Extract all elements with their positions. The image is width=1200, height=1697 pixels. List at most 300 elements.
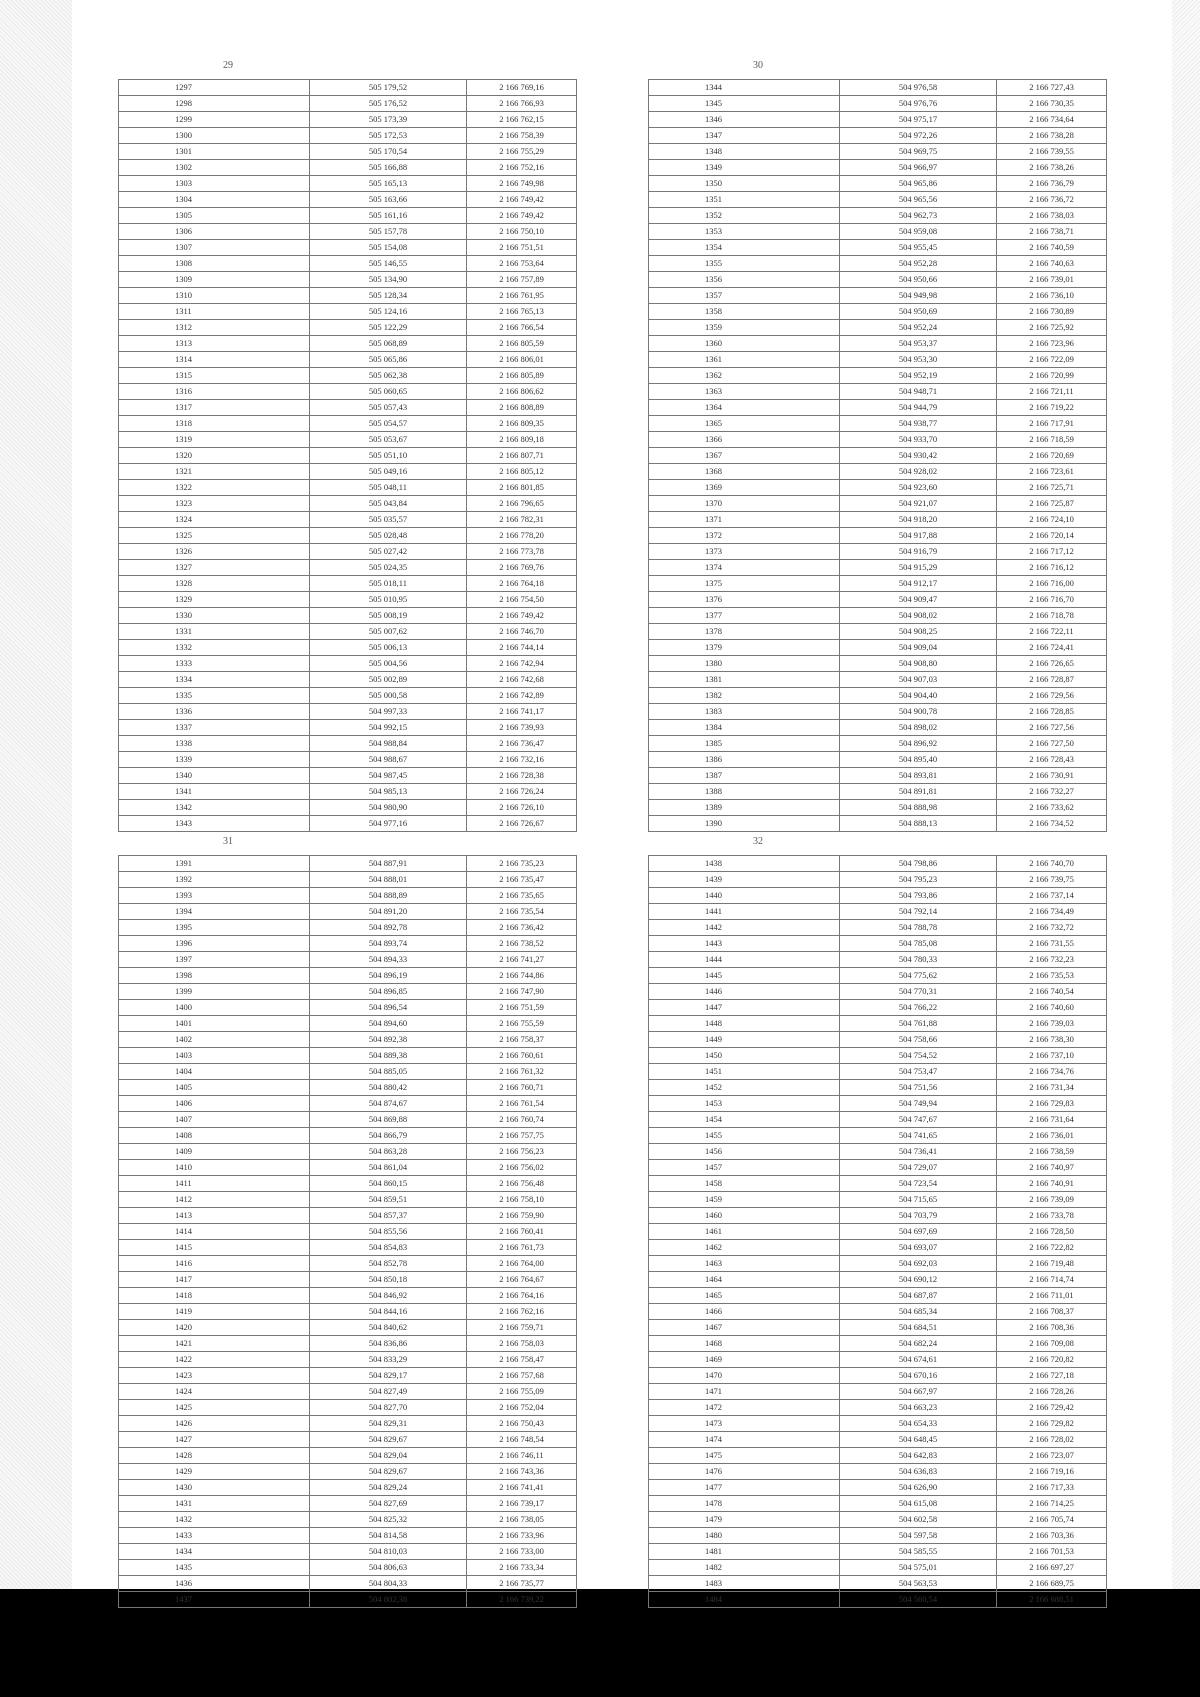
point-number-cell: 1340: [119, 768, 310, 784]
point-number-cell: 1398: [119, 968, 310, 984]
table-row: [649, 920, 1107, 936]
point-number-cell: 1409: [119, 1144, 310, 1160]
table-row: [119, 1416, 577, 1432]
coord-y-cell: 2 166 734,52: [997, 816, 1107, 832]
table-row: [649, 96, 1107, 112]
point-number-cell: 1301: [119, 144, 310, 160]
coord-y-cell: 2 166 725,71: [997, 480, 1107, 496]
coord-x-cell: 505 010,95: [310, 592, 467, 608]
point-number-cell: 1328: [119, 576, 310, 592]
point-number-cell: 1467: [649, 1320, 840, 1336]
point-number-cell: 1431: [119, 1496, 310, 1512]
table-row: [119, 128, 577, 144]
coord-x-cell: 504 894,60: [310, 1016, 467, 1032]
coord-x-cell: 504 889,38: [310, 1048, 467, 1064]
page-number: 30: [753, 60, 763, 71]
coord-y-cell: 2 166 740,63: [997, 256, 1107, 272]
coord-x-cell: 504 775,62: [840, 968, 997, 984]
coord-x-cell: 504 988,84: [310, 736, 467, 752]
coord-x-cell: 505 004,56: [310, 656, 467, 672]
point-number-cell: 1448: [649, 1016, 840, 1032]
coord-x-cell: 504 896,54: [310, 1000, 467, 1016]
coord-y-cell: 2 166 708,37: [997, 1304, 1107, 1320]
coord-y-cell: 2 166 760,71: [467, 1080, 577, 1096]
point-number-cell: 1449: [649, 1032, 840, 1048]
table-row: [119, 984, 577, 1000]
coord-y-cell: 2 166 726,10: [467, 800, 577, 816]
table-row: [649, 240, 1107, 256]
table-row: [649, 936, 1107, 952]
coord-y-cell: 2 166 758,37: [467, 1032, 577, 1048]
coord-y-cell: 2 166 725,87: [997, 496, 1107, 512]
table-row: [649, 640, 1107, 656]
coord-x-cell: 505 028,48: [310, 528, 467, 544]
coord-x-cell: 505 054,57: [310, 416, 467, 432]
coord-x-cell: 504 869,88: [310, 1112, 467, 1128]
point-number-cell: 1349: [649, 160, 840, 176]
coord-x-cell: 504 850,18: [310, 1272, 467, 1288]
coord-x-cell: 505 008,19: [310, 608, 467, 624]
coord-y-cell: 2 166 739,55: [997, 144, 1107, 160]
coord-y-cell: 2 166 740,59: [997, 240, 1107, 256]
table-row: [119, 1224, 577, 1240]
point-number-cell: 1368: [649, 464, 840, 480]
coord-x-cell: 504 761,88: [840, 1016, 997, 1032]
coord-y-cell: 2 166 739,93: [467, 720, 577, 736]
point-number-cell: 1360: [649, 336, 840, 352]
coord-x-cell: 504 896,85: [310, 984, 467, 1000]
coord-y-cell: 2 166 751,51: [467, 240, 577, 256]
point-number-cell: 1479: [649, 1512, 840, 1528]
coord-x-cell: 504 949,98: [840, 288, 997, 304]
page-number: 32: [753, 836, 763, 847]
table-row: [649, 704, 1107, 720]
point-number-cell: 1422: [119, 1352, 310, 1368]
table-row: [119, 1208, 577, 1224]
point-number-cell: 1305: [119, 208, 310, 224]
table-row: [119, 192, 577, 208]
point-number-cell: 1441: [649, 904, 840, 920]
point-number-cell: 1430: [119, 1480, 310, 1496]
point-number-cell: 1463: [649, 1256, 840, 1272]
coord-y-cell: 2 166 761,73: [467, 1240, 577, 1256]
coord-x-cell: 504 829,17: [310, 1368, 467, 1384]
point-number-cell: 1365: [649, 416, 840, 432]
table-row: [119, 1432, 577, 1448]
coord-y-cell: 2 166 735,53: [997, 968, 1107, 984]
coord-x-cell: 504 894,33: [310, 952, 467, 968]
table-row: [649, 800, 1107, 816]
coord-x-cell: 504 770,31: [840, 984, 997, 1000]
point-number-cell: 1327: [119, 560, 310, 576]
coord-y-cell: 2 166 738,30: [997, 1032, 1107, 1048]
coord-y-cell: 2 166 740,60: [997, 1000, 1107, 1016]
point-number-cell: 1359: [649, 320, 840, 336]
coord-x-cell: 505 163,66: [310, 192, 467, 208]
point-number-cell: 1332: [119, 640, 310, 656]
point-number-cell: 1334: [119, 672, 310, 688]
point-number-cell: 1399: [119, 984, 310, 1000]
table-row: [119, 736, 577, 752]
coord-x-cell: 504 667,97: [840, 1384, 997, 1400]
coord-y-cell: 2 166 764,16: [467, 1288, 577, 1304]
coord-x-cell: 504 909,47: [840, 592, 997, 608]
point-number-cell: 1324: [119, 512, 310, 528]
coord-y-cell: 2 166 759,90: [467, 1208, 577, 1224]
point-number-cell: 1333: [119, 656, 310, 672]
coord-y-cell: 2 166 718,78: [997, 608, 1107, 624]
coord-y-cell: 2 166 708,36: [997, 1320, 1107, 1336]
coord-y-cell: 2 166 806,01: [467, 352, 577, 368]
table-row: [649, 720, 1107, 736]
point-number-cell: 1299: [119, 112, 310, 128]
coord-x-cell: 504 852,78: [310, 1256, 467, 1272]
coord-x-cell: 504 921,07: [840, 496, 997, 512]
coord-y-cell: 2 166 718,59: [997, 432, 1107, 448]
table-row: [119, 1560, 577, 1576]
table-row: [119, 1096, 577, 1112]
coord-x-cell: 504 751,56: [840, 1080, 997, 1096]
point-number-cell: 1395: [119, 920, 310, 936]
coord-x-cell: 505 166,88: [310, 160, 467, 176]
point-number-cell: 1456: [649, 1144, 840, 1160]
table-row: [649, 208, 1107, 224]
table-row: [119, 1032, 577, 1048]
coord-x-cell: 504 885,05: [310, 1064, 467, 1080]
table-row: [119, 512, 577, 528]
point-number-cell: 1371: [649, 512, 840, 528]
table-row: [119, 176, 577, 192]
point-number-cell: 1391: [119, 856, 310, 872]
coord-x-cell: 504 703,79: [840, 1208, 997, 1224]
coord-x-cell: 504 648,45: [840, 1432, 997, 1448]
point-number-cell: 1322: [119, 480, 310, 496]
table-row: [649, 336, 1107, 352]
table-row: [119, 304, 577, 320]
coord-y-cell: 2 166 734,64: [997, 112, 1107, 128]
coord-x-cell: 504 788,78: [840, 920, 997, 936]
point-number-cell: 1383: [649, 704, 840, 720]
coord-x-cell: 504 753,47: [840, 1064, 997, 1080]
coord-x-cell: 504 909,04: [840, 640, 997, 656]
table-row: [649, 368, 1107, 384]
table-row: [649, 1432, 1107, 1448]
coord-x-cell: 505 027,42: [310, 544, 467, 560]
coord-y-cell: 2 166 764,67: [467, 1272, 577, 1288]
coord-y-cell: 2 166 740,97: [997, 1160, 1107, 1176]
coord-y-cell: 2 166 740,91: [997, 1176, 1107, 1192]
table-row: [119, 1288, 577, 1304]
coord-y-cell: 2 166 751,59: [467, 1000, 577, 1016]
coord-y-cell: 2 166 724,10: [997, 512, 1107, 528]
point-number-cell: 1454: [649, 1112, 840, 1128]
coord-y-cell: 2 166 729,42: [997, 1400, 1107, 1416]
table-row: [649, 1384, 1107, 1400]
coord-y-cell: 2 166 726,24: [467, 784, 577, 800]
coord-x-cell: 505 157,78: [310, 224, 467, 240]
coord-x-cell: 504 988,67: [310, 752, 467, 768]
coord-x-cell: 504 965,86: [840, 176, 997, 192]
coord-y-cell: 2 166 721,11: [997, 384, 1107, 400]
table-row: [649, 736, 1107, 752]
table-row: [649, 1080, 1107, 1096]
coord-y-cell: 2 166 711,01: [997, 1288, 1107, 1304]
point-number-cell: 1304: [119, 192, 310, 208]
point-number-cell: 1464: [649, 1272, 840, 1288]
table-row: [119, 656, 577, 672]
coord-x-cell: 505 043,84: [310, 496, 467, 512]
coord-x-cell: 504 912,17: [840, 576, 997, 592]
point-number-cell: 1407: [119, 1112, 310, 1128]
point-number-cell: 1401: [119, 1016, 310, 1032]
table-row: [119, 1400, 577, 1416]
table-row: [119, 752, 577, 768]
coord-y-cell: 2 166 778,20: [467, 528, 577, 544]
coord-x-cell: 504 827,69: [310, 1496, 467, 1512]
point-number-cell: 1443: [649, 936, 840, 952]
coord-x-cell: 504 985,13: [310, 784, 467, 800]
coord-x-cell: 504 792,14: [840, 904, 997, 920]
table-row: [649, 400, 1107, 416]
table-row: [119, 1144, 577, 1160]
table-row: [119, 368, 577, 384]
coordinates-table: [118, 79, 577, 832]
table-row: [649, 1560, 1107, 1576]
table-row: [649, 112, 1107, 128]
coord-y-cell: 2 166 750,43: [467, 1416, 577, 1432]
coord-x-cell: 504 654,33: [840, 1416, 997, 1432]
coord-y-cell: 2 166 731,34: [997, 1080, 1107, 1096]
coord-x-cell: 504 955,45: [840, 240, 997, 256]
point-number-cell: 1336: [119, 704, 310, 720]
coord-y-cell: 2 166 689,75: [997, 1576, 1107, 1592]
point-number-cell: 1415: [119, 1240, 310, 1256]
coord-x-cell: 504 693,07: [840, 1240, 997, 1256]
coord-y-cell: 2 166 735,65: [467, 888, 577, 904]
table-row: [649, 608, 1107, 624]
point-number-cell: 1310: [119, 288, 310, 304]
coord-x-cell: 504 952,28: [840, 256, 997, 272]
coord-y-cell: 2 166 720,69: [997, 448, 1107, 464]
table-row: [119, 528, 577, 544]
point-number-cell: 1385: [649, 736, 840, 752]
coord-y-cell: 2 166 805,89: [467, 368, 577, 384]
coord-x-cell: 505 122,29: [310, 320, 467, 336]
table-row: [119, 800, 577, 816]
point-number-cell: 1403: [119, 1048, 310, 1064]
point-number-cell: 1484: [649, 1592, 840, 1608]
coord-y-cell: 2 166 726,65: [997, 656, 1107, 672]
table-row: [649, 272, 1107, 288]
point-number-cell: 1377: [649, 608, 840, 624]
coord-y-cell: 2 166 766,93: [467, 96, 577, 112]
coord-x-cell: 504 980,90: [310, 800, 467, 816]
point-number-cell: 1429: [119, 1464, 310, 1480]
coord-x-cell: 504 892,78: [310, 920, 467, 936]
coord-y-cell: 2 166 739,03: [997, 1016, 1107, 1032]
coord-y-cell: 2 166 761,95: [467, 288, 577, 304]
coord-y-cell: 2 166 737,14: [997, 888, 1107, 904]
point-number-cell: 1477: [649, 1480, 840, 1496]
point-number-cell: 1363: [649, 384, 840, 400]
coord-x-cell: 504 829,04: [310, 1448, 467, 1464]
coord-y-cell: 2 166 728,38: [467, 768, 577, 784]
point-number-cell: 1414: [119, 1224, 310, 1240]
point-number-cell: 1345: [649, 96, 840, 112]
coord-x-cell: 504 908,25: [840, 624, 997, 640]
point-number-cell: 1474: [649, 1432, 840, 1448]
coord-y-cell: 2 166 756,02: [467, 1160, 577, 1176]
coord-x-cell: 504 560,54: [840, 1592, 997, 1608]
table-row: [649, 624, 1107, 640]
coord-y-cell: 2 166 735,54: [467, 904, 577, 920]
coord-y-cell: 2 166 757,75: [467, 1128, 577, 1144]
point-number-cell: 1369: [649, 480, 840, 496]
table-row: [649, 384, 1107, 400]
coord-y-cell: 2 166 760,74: [467, 1112, 577, 1128]
table-row: [119, 952, 577, 968]
point-number-cell: 1355: [649, 256, 840, 272]
coord-y-cell: 2 166 746,70: [467, 624, 577, 640]
table-row: [649, 968, 1107, 984]
point-number-cell: 1466: [649, 1304, 840, 1320]
coord-x-cell: 504 874,67: [310, 1096, 467, 1112]
point-number-cell: 1364: [649, 400, 840, 416]
point-number-cell: 1379: [649, 640, 840, 656]
table-row: [649, 1144, 1107, 1160]
table-row: [119, 224, 577, 240]
point-number-cell: 1303: [119, 176, 310, 192]
coord-x-cell: 504 829,67: [310, 1464, 467, 1480]
point-number-cell: 1425: [119, 1400, 310, 1416]
coord-x-cell: 504 923,60: [840, 480, 997, 496]
table-row: [119, 96, 577, 112]
coord-x-cell: 504 860,15: [310, 1176, 467, 1192]
coord-x-cell: 504 636,83: [840, 1464, 997, 1480]
coord-y-cell: 2 166 738,28: [997, 128, 1107, 144]
coord-y-cell: 2 166 727,56: [997, 720, 1107, 736]
coord-y-cell: 2 166 773,78: [467, 544, 577, 560]
coord-x-cell: 505 048,11: [310, 480, 467, 496]
coord-y-cell: 2 166 727,18: [997, 1368, 1107, 1384]
table-row: [119, 1016, 577, 1032]
point-number-cell: 1376: [649, 592, 840, 608]
coord-x-cell: 504 833,29: [310, 1352, 467, 1368]
table-row: [649, 1448, 1107, 1464]
coord-y-cell: 2 166 728,43: [997, 752, 1107, 768]
point-number-cell: 1307: [119, 240, 310, 256]
table-row: [119, 872, 577, 888]
point-number-cell: 1384: [649, 720, 840, 736]
table-row: [119, 1272, 577, 1288]
coord-y-cell: 2 166 719,48: [997, 1256, 1107, 1272]
coord-y-cell: 2 166 755,09: [467, 1384, 577, 1400]
point-number-cell: 1461: [649, 1224, 840, 1240]
coord-x-cell: 504 857,37: [310, 1208, 467, 1224]
table-row: [119, 1192, 577, 1208]
coord-x-cell: 505 176,52: [310, 96, 467, 112]
point-number-cell: 1373: [649, 544, 840, 560]
point-number-cell: 1342: [119, 800, 310, 816]
table-row: [649, 160, 1107, 176]
coord-y-cell: 2 166 805,59: [467, 336, 577, 352]
coord-y-cell: 2 166 761,32: [467, 1064, 577, 1080]
coord-y-cell: 2 166 782,31: [467, 512, 577, 528]
point-number-cell: 1378: [649, 624, 840, 640]
coord-x-cell: 504 766,22: [840, 1000, 997, 1016]
coord-y-cell: 2 166 758,03: [467, 1336, 577, 1352]
coord-x-cell: 504 626,90: [840, 1480, 997, 1496]
coord-y-cell: 2 166 809,18: [467, 432, 577, 448]
coord-x-cell: 504 806,63: [310, 1560, 467, 1576]
table-row: [649, 816, 1107, 832]
coord-y-cell: 2 166 714,25: [997, 1496, 1107, 1512]
coord-y-cell: 2 166 738,59: [997, 1144, 1107, 1160]
point-number-cell: 1440: [649, 888, 840, 904]
point-number-cell: 1346: [649, 112, 840, 128]
table-row: [649, 1256, 1107, 1272]
table-row: [649, 480, 1107, 496]
coord-x-cell: 505 172,53: [310, 128, 467, 144]
point-number-cell: 1330: [119, 608, 310, 624]
coord-y-cell: 2 166 719,16: [997, 1464, 1107, 1480]
table-row: [119, 1512, 577, 1528]
point-number-cell: 1361: [649, 352, 840, 368]
coord-y-cell: 2 166 724,41: [997, 640, 1107, 656]
table-row: [649, 448, 1107, 464]
point-number-cell: 1370: [649, 496, 840, 512]
table-row: [119, 1128, 577, 1144]
point-number-cell: 1476: [649, 1464, 840, 1480]
coord-y-cell: 2 166 805,12: [467, 464, 577, 480]
table-row: [649, 144, 1107, 160]
coord-y-cell: 2 166 729,82: [997, 1416, 1107, 1432]
point-number-cell: 1465: [649, 1288, 840, 1304]
table-row: [119, 432, 577, 448]
coord-x-cell: 504 880,42: [310, 1080, 467, 1096]
coord-x-cell: 504 917,88: [840, 528, 997, 544]
coord-y-cell: 2 166 722,82: [997, 1240, 1107, 1256]
table-row: [119, 1544, 577, 1560]
coord-x-cell: 504 793,86: [840, 888, 997, 904]
point-number-cell: 1450: [649, 1048, 840, 1064]
coord-y-cell: 2 166 728,85: [997, 704, 1107, 720]
coord-x-cell: 504 814,58: [310, 1528, 467, 1544]
coord-x-cell: 504 829,31: [310, 1416, 467, 1432]
table-row: [119, 480, 577, 496]
table-row: [649, 1528, 1107, 1544]
scan-edge-right: [1172, 0, 1200, 1589]
coord-y-cell: 2 166 766,54: [467, 320, 577, 336]
point-number-cell: 1472: [649, 1400, 840, 1416]
coord-x-cell: 505 000,58: [310, 688, 467, 704]
point-number-cell: 1374: [649, 560, 840, 576]
coord-y-cell: 2 166 758,47: [467, 1352, 577, 1368]
table-row: [649, 1016, 1107, 1032]
point-number-cell: 1323: [119, 496, 310, 512]
table-row: [119, 1320, 577, 1336]
table-row: [119, 448, 577, 464]
point-number-cell: 1351: [649, 192, 840, 208]
table-row: [119, 816, 577, 832]
coord-y-cell: 2 166 739,17: [467, 1496, 577, 1512]
coord-x-cell: 504 804,33: [310, 1576, 467, 1592]
coord-y-cell: 2 166 809,35: [467, 416, 577, 432]
table-row: [119, 1464, 577, 1480]
coord-x-cell: 504 780,33: [840, 952, 997, 968]
table-row: [649, 192, 1107, 208]
point-number-cell: 1375: [649, 576, 840, 592]
